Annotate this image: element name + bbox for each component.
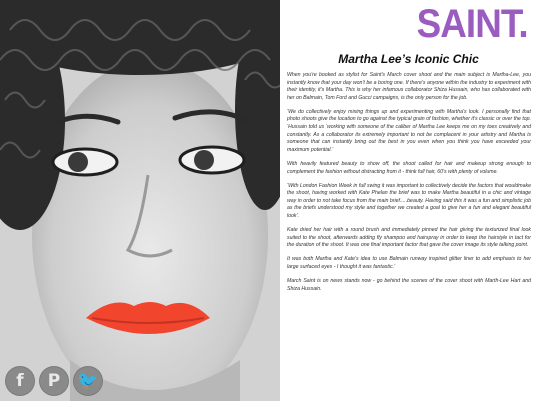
pinterest-icon: P: [47, 371, 61, 391]
article-headline: Martha Lee’s Iconic Chic: [338, 52, 479, 66]
article-paragraph: ‘With London Fashion Week in full swing it was important to collectively decide the factors that wouldmake the shoot, having worked with Kate Phelan the brief was to make Martha beautiful in a chic and vintage way in order to not take focus from the main brief.....beauty. Having said this it was a fun and simplistic job as the briefs understood my style and together we created a goal to give her a fun and elegant beautiful look’.: [287, 182, 531, 219]
twitter-icon: 🐦: [77, 371, 99, 391]
saint-logo[interactable]: SAINT.: [416, 2, 528, 46]
article-panel: [283, 0, 534, 401]
social-share-bar: [5, 366, 103, 396]
article-paragraph: With heavily featured beauty to show off, the shoot called for hair and makeup strong enough to complement the fashion without distracting from it - think full hair, 60's with plenty of volume.: [287, 160, 531, 175]
article-paragraph: ‘We do collectively enjoy mixing things up and experimenting with Martha's look. I personally find that photo shoots give the location to go against the typical grain of fashion, whether it's classic or over the top. ‘Hussain told us ‘working with someone of the caliber of Martha Lee keeps me on my toes creatively and constantly. As a collaborator its extremely important to not be complacent in your artistry and Martha is someone that can instantly bring out the best in you even when you think you have exceeded your maximum potential.’: [287, 108, 531, 153]
article-paragraph: When you're booked as stylist for Saint's March cover shoot and the main subject is Martha-Lee, you instantly know that your day won't be a boring one. If there's anyone within the industry to experiment with their identity, it's Martha. This is why her infamous collaborator Shiza Hussain, who has collaborated with her on Balmain, Tom Ford and Gucci campaigns, is the only person for the job.: [287, 72, 531, 101]
facebook-icon: f: [16, 371, 24, 391]
article-paragraph: It was both Martha and Kate's idea to use Balmain runway inspired glitter liner to add emphasis to her large surfaced eyes - I thought it was fantastic.’: [287, 256, 531, 270]
article-paragraph: Kate dried her hair with a round brush and immediately pinned the hair giving the texturized final look suited to the shoot, afterwards adding fly shampoo and hairspray in order to keep the hairstyle in tact for the duration of the shoot. It was one final important factor that gave the cover image its style talking point.: [287, 227, 531, 249]
pinterest-button[interactable]: [39, 366, 69, 396]
article-body: [287, 72, 531, 300]
twitter-button[interactable]: [73, 366, 103, 396]
facebook-button[interactable]: [5, 366, 35, 396]
article-paragraph: March Saint is on news stands now - go behind the scenes of the cover shoot with Marth-Lee Hart and Shiza Hussain.: [287, 278, 531, 292]
